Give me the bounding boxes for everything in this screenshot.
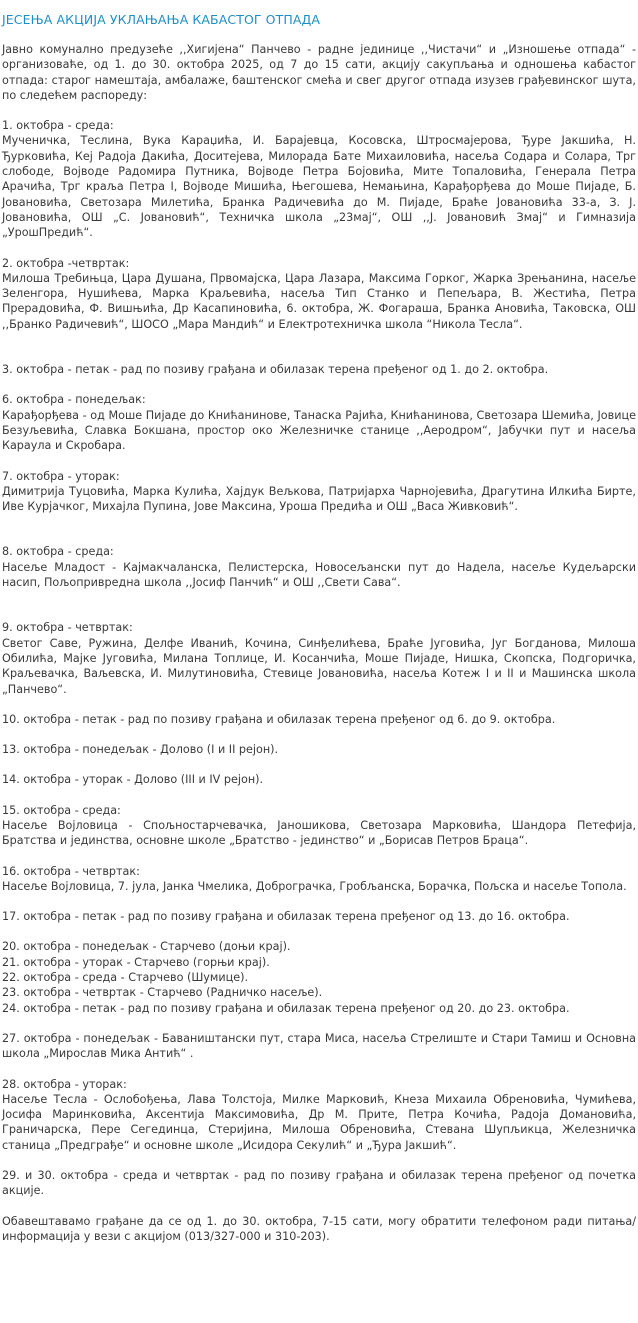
schedule-line: 20. октобра - понедељак - Старчево (доњи крај). (2, 940, 291, 954)
schedule-line: 22. октобра - среда - Старчево (Шумице). (2, 971, 249, 985)
schedule-day-label: 2. октобра -четвртак: (2, 256, 130, 270)
schedule-line: 21. октобра - уторак - Старчево (горњи крај). (2, 955, 270, 969)
schedule-oct-27: 27. октобра - понедељак - Баваништански пут, стара Миса, насеља Стрелиште и Стари Тамиш и Основна школа „Мирослав Мика Антић“ . (2, 1031, 636, 1061)
schedule-day-label: 9. октобра - четвртак: (2, 621, 133, 635)
schedule-oct-8 (2, 544, 636, 590)
schedule-day-label: 15. октобра - среда: (2, 803, 121, 817)
schedule-line: 24. октобра - петак - рад по позиву грађана и обилазак терена пређеног од 20. до 23. октобра. (2, 1001, 570, 1015)
schedule-oct-10: 10. октобра - петак - рад по позиву грађана и обилазак терена пређеног од 6. до 9. октобра. (2, 712, 556, 726)
schedule-oct-17: 17. октобра - петак - рад по позиву грађана и обилазак терена пређеног од 13. до 16. октобра. (2, 910, 570, 924)
schedule-oct-14: 14. октобра - уторак - Долово (III и IV рејон). (2, 773, 264, 787)
schedule-oct-20-24 (2, 939, 636, 1015)
schedule-oct-29-30: 29. и 30. октобра - среда и четвртак - рад по позиву грађана и обилазак терена пређеног од почетка акције. (2, 1169, 636, 1198)
schedule-oct-7 (2, 469, 636, 515)
schedule-streets: Насеље Младост - Кајмакчаланска, Пелистерска, Новосељански пут до Надела, насеље Кудељарски насип, Пољопривредна школа ,,Јосиф Панчић“ и ОШ ,,Свети Сава“. (2, 560, 636, 590)
page-title: ЈЕСЕЊА АКЦИЈА УКЛАЊАЊА КАБАСТОГ ОТПАДА (2, 12, 321, 27)
schedule-oct-1 (2, 118, 636, 240)
schedule-day-label: 6. октобра - понедељак: (2, 393, 146, 407)
schedule-day-label: 1. октобра - среда: (2, 119, 114, 133)
spacer (2, 529, 636, 544)
schedule-streets: Мученичка, Теслина, Вука Караџића, И. Барајевца, Косовска, Штросмајерова, Ђуре Јакшића, Н. Ђурковића, Кеј Радоја Дакића, Доситејева, Милорада Бате Михаиловића, насеља Содара и Солара, Трг слободе, Војводе Радомира Путника, Војводе Петра Бојовића, Мите Топаловића, Генерала Петра Арачића, Трг краља Петра I, Војводе Мишића, Његошева, Немањина, Карађорђева до Моше Пијаде, Б. Јовановића, Светозара Милетића, Бранка Радичевића до М. Пијаде, Браће Јовановића 33-а, З. Ј. Јовановића, ОШ „С. Јовановић“, Техничка школа „23мај“, ОШ ,,Ј. Јовановић Змај“ и Гимназија „УрошПредић“. (2, 134, 636, 240)
schedule-day-label: 7. октобра - уторак: (2, 469, 120, 483)
spacer (2, 605, 636, 620)
schedule-oct-15 (2, 803, 636, 849)
schedule-oct-13: 13. октобра - понедељак - Долово (I и II рејон). (2, 743, 279, 757)
schedule-streets: Насеље Војловица - Спољностарчевачка, Јаношикова, Светозара Марковића, Шандора Петефија, Братства и јединства, основне школе „Братство - јединство“ и „Борисав Петров Браца“. (2, 818, 636, 848)
schedule-oct-16 (2, 864, 636, 895)
schedule-day-label: 8. октобра - среда: (2, 545, 114, 559)
schedule-streets: Милоша Требињца, Цара Душана, Првомајска, Цара Лазара, Максима Горког, Жарка Зрењанина, насеље Зеленгора, Нушићева, Марка Краљевића, насеља Тип Станко и Пепељара, В. Жестића, Петра Прерадовића, Ф. Вишњића, Др Касапиновића, 6. октобра, Ж. Фогараша, Бранка Ановића, Таковска, ОШ ,,Бранко Радичевић“, ШОСО „Мара Мандић“ и Електротехничка школа “Никола Тесла“. (2, 271, 636, 331)
schedule-streets: Карађорђева - од Моше Пијаде до Книћанинове, Танаска Рајића, Книћанинова, Светозара Шемића, Јовице Безуљевића, Славка Бокшана, простор око Железничке станице ,,Аеродром“, Јабучки пут и насеља Караула и Скробара. (2, 408, 636, 453)
schedule-oct-2 (2, 256, 636, 332)
schedule-oct-28 (2, 1077, 636, 1153)
schedule-oct-6 (2, 392, 636, 453)
schedule-line: 23. октобра - четвртак - Старчево (Радничко насеље). (2, 986, 323, 1000)
intro-paragraph: Јавно комунално предузеће ,,Хигијена“ Панчево - радне јединице ,,Чистачи“ и „Изношење отпада“ - организоваће, од 1. до 30. октобра 2025, од 7 до 15 сати, акцију сакупљања и одношења кабастог отпада: старог намештаја, амбалаже, баштенског смећа и свег другог отпада изузев грађевинског шута, по следећем распореду: (2, 43, 636, 102)
schedule-streets: Насеље Војловица, 7. јула, Јанка Чмелика, Доброграчка, Гробљанска, Борачка, Пољска и насеље Топола. (2, 879, 627, 893)
schedule-oct-9 (2, 620, 636, 696)
schedule-oct-3: 3. октобра - петак - рад по позиву грађана и обилазак терена пређеног од 1. до 2. октобра. (2, 363, 549, 377)
spacer (2, 347, 636, 362)
schedule-streets: Димитрија Туцовића, Марка Кулића, Хајдук Вељкова, Патријарха Чарнојевића, Драгутина Илкића Бирте, Иве Курјачког, Михајла Пупина, Јове Максина, Уроша Предића и ОШ „Васа Живковић“. (2, 484, 636, 514)
schedule-streets: Насеље Тесла - Ослобођења, Лава Толстоја, Милке Марковић, Кнеза Михаила Обреновића, Чумићева, Јосифа Маринковића, Аксентија Максимовића, Др М. Прите, Петра Кочића, Радоја Домановића, Граничарска, Пере Сегединца, Стеријина, Милоша Обреновића, Стевана Шупљикца, Железничка станица „Предграђе“ и основне школе „Исидора Секулић“ и „Ђура Јакшић“. (2, 1092, 636, 1152)
schedule-streets: Светог Саве, Ружина, Делфе Иванић, Кочина, Синђелићева, Браће Југовића, Југ Богданова, Милоша Обилића, Мајке Југовића, Милана Топлице, И. Косанчића, Моше Пијаде, Нишка, Скопска, Подгоричка, Краљевачка, Ваљевска, И. Милутиновића, Стевице Јовановића, насеља Котеж I и II и Машинска школа „Панчево“. (2, 636, 636, 696)
closing-paragraph: Обавештавамо грађане да се од 1. до 30. октобра, 7-15 сати, могу обратити телефоном ради питања/информација у вези с акцијом (013/327-000 и 310-203). (2, 1214, 636, 1243)
schedule-day-label: 16. октобра - четвртак: (2, 864, 140, 878)
schedule-day-label: 28. октобра - уторак: (2, 1077, 127, 1091)
